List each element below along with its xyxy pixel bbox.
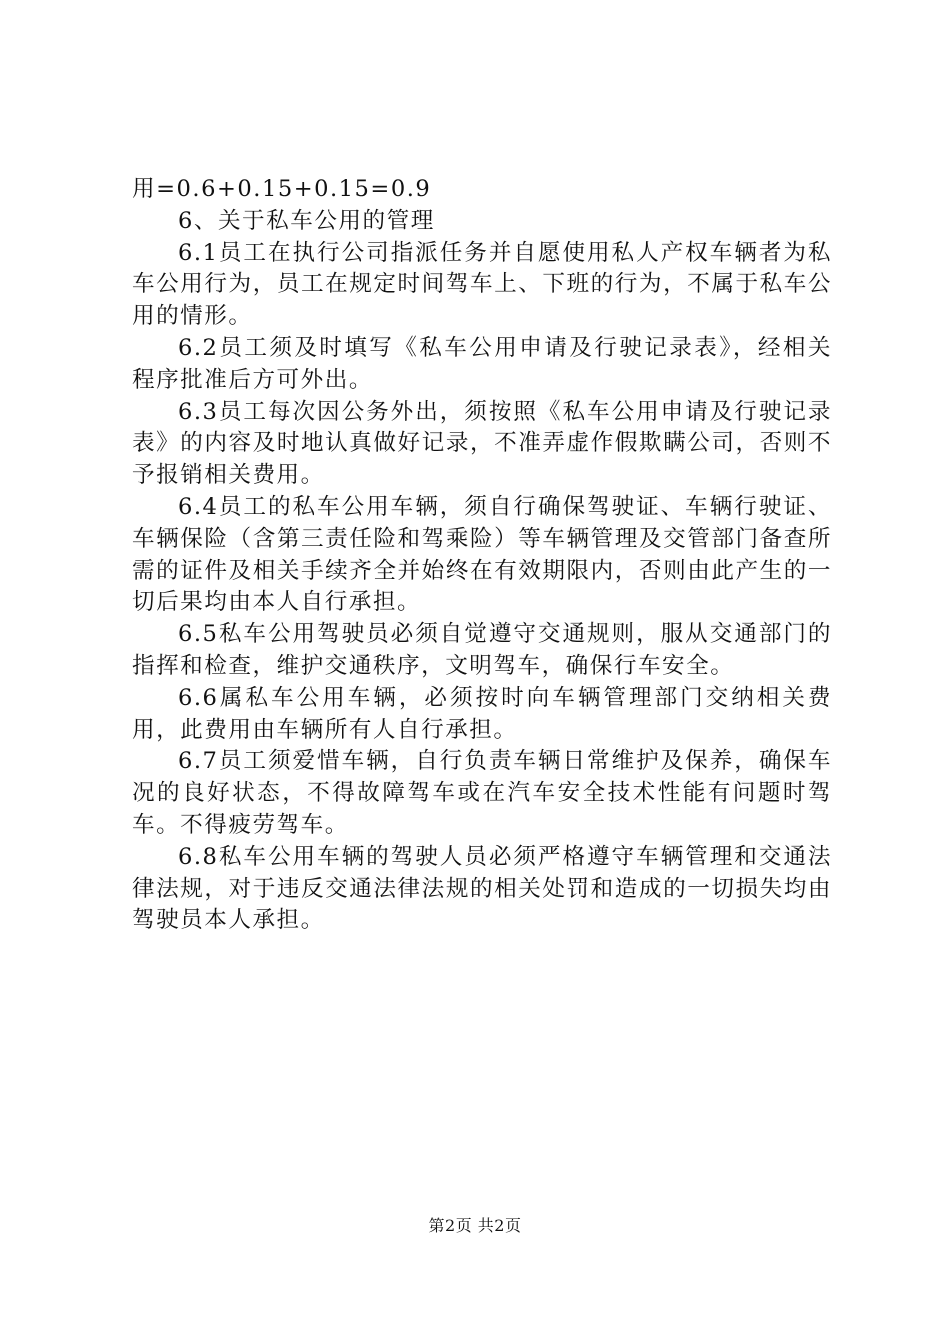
clause-6-3: 6.3员工每次因公务外出，须按照《私车公用申请及行驶记录表》的内容及时地认真做好记录，不准弄虚作假欺瞒公司，否则不予报销相关费用。 xyxy=(132,398,832,489)
clause-6-4: 6.4员工的私车公用车辆，须自行确保驾驶证、车辆行驶证、车辆保险（含第三责任险和驾乘险）等车辆管理及交管部门备查所需的证件及相关手续齐全并始终在有效期限内，否则由此产生的一切后果均由本人自行承担。 xyxy=(132,493,832,616)
clause-6-5: 6.5私车公用驾驶员必须自觉遵守交通规则，服从交通部门的指挥和检查，维护交通秩序，文明驾车，确保行车安全。 xyxy=(132,621,832,679)
page-number-footer: 第2页 共2页 xyxy=(428,1216,522,1235)
clause-6-1: 6.1员工在执行公司指派任务并自愿使用私人产权车辆者为私车公用行为，员工在规定时间驾车上、下班的行为，不属于私车公用的情形。 xyxy=(132,239,832,330)
clause-6-2: 6.2员工须及时填写《私车公用申请及行驶记录表》，经相关程序批准后方可外出。 xyxy=(132,334,832,393)
document-body xyxy=(132,174,832,937)
clause-6-8: 6.8私车公用车辆的驾驶人员必须严格遵守车辆管理和交通法律法规，对于违反交通法律法规的相关处罚和造成的一切损失均由驾驶员本人承担。 xyxy=(132,843,832,934)
clause-6-7: 6.7员工须爱惜车辆，自行负责车辆日常维护及保养，确保车况的良好状态，不得故障驾车或在汽车安全技术性能有问题时驾车。不得疲劳驾车。 xyxy=(132,748,832,838)
formula-line: 用=0.6+0.15+0.15=0.9 xyxy=(132,176,432,202)
section-heading: 6、关于私车公用的管理 xyxy=(178,207,435,234)
clause-6-6: 6.6属私车公用车辆，必须按时向车辆管理部门交纳相关费用，此费用由车辆所有人自行承担。 xyxy=(132,684,832,743)
